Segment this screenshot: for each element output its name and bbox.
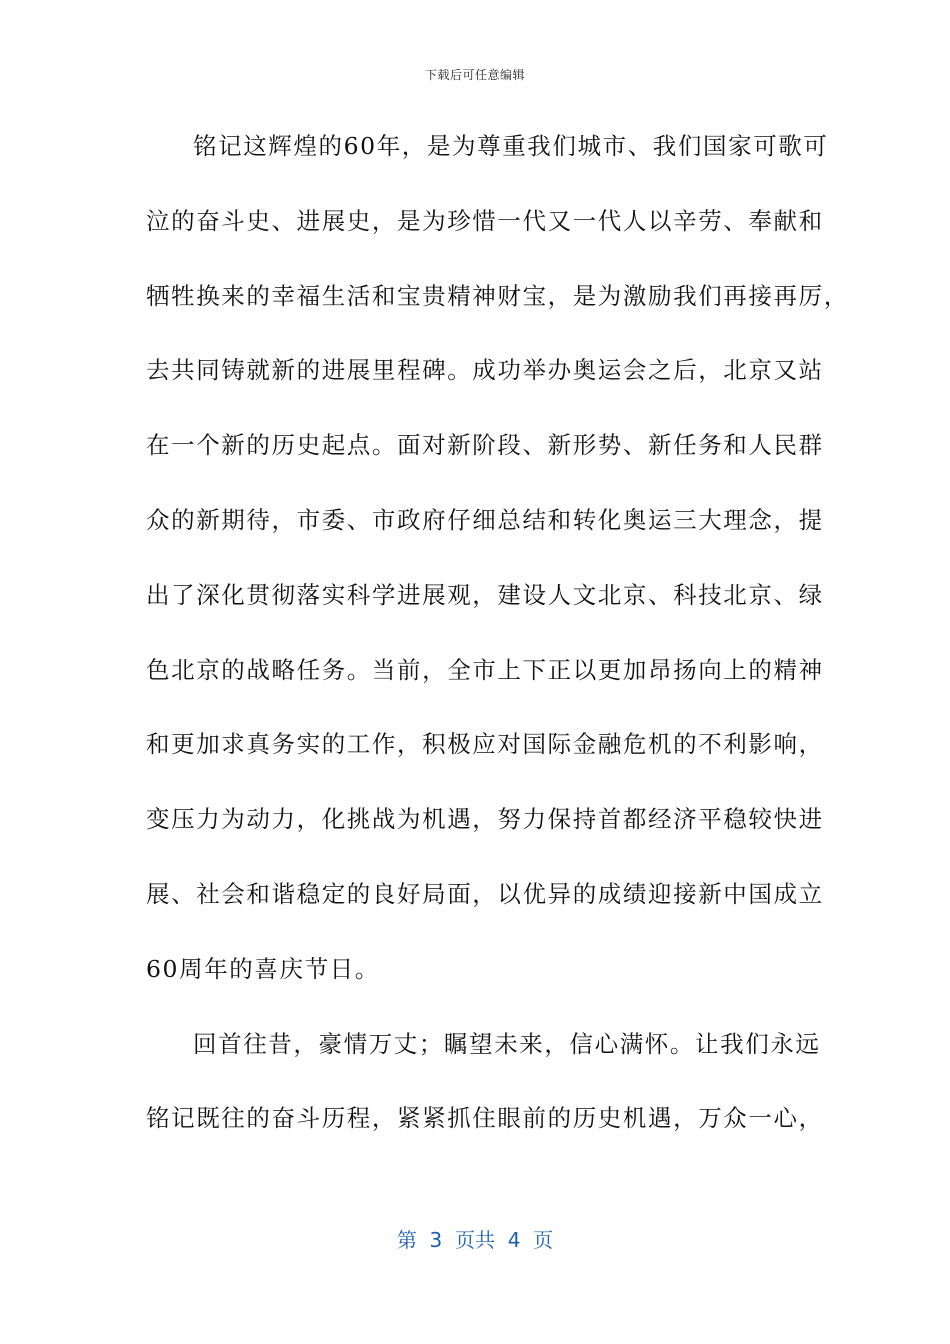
paragraph-line: 展、社会和谐稳定的良好局面，以优异的成绩迎接新中国成立 [146, 879, 824, 908]
paragraph-line: 回首往昔，豪情万丈；瞩望未来，信心满怀。让我们永远 [193, 1029, 821, 1058]
paragraph-line: 和更加求真务实的工作，积极应对国际金融危机的不利影响， [146, 730, 824, 759]
paragraph-line: 60周年的喜庆节日。 [146, 954, 380, 983]
paragraph-line: 在一个新的历史起点。面对新阶段、新形势、新任务和人民群 [146, 431, 824, 460]
paragraph-line: 众的新期待，市委、市政府仔细总结和转化奥运三大理念，提 [146, 505, 824, 534]
paragraph-line: 变压力为动力，化挑战为机遇，努力保持首都经济平稳较快进 [146, 805, 824, 834]
paragraph-line: 去共同铸就新的进展里程碑。成功举办奥运会之后，北京又站 [146, 356, 824, 385]
document-body [146, 126, 849, 1173]
paragraph-line: 牺牲换来的幸福生活和宝贵精神财宝，是为激励我们再接再厉， [146, 281, 849, 310]
page-header: 下载后可任意编辑 [424, 68, 525, 82]
paragraph-line: 出了深化贯彻落实科学进展观，建设人文北京、科技北京、绿 [146, 580, 824, 609]
paragraph-line: 铭记既往的奋斗历程，紧紧抓住眼前的历史机遇，万众一心， [146, 1104, 824, 1133]
paragraph-line: 色北京的战略任务。当前，全市上下正以更加昂扬向上的精神 [146, 655, 824, 684]
paragraph-line: 铭记这辉煌的60年，是为尊重我们城市、我们国家可歌可 [193, 132, 829, 160]
page-number-footer: 第 3 页共 4 页 [396, 1228, 554, 1252]
paragraph-line: 泣的奋斗史、进展史，是为珍惜一代又一代人以辛劳、奉献和 [146, 206, 824, 235]
